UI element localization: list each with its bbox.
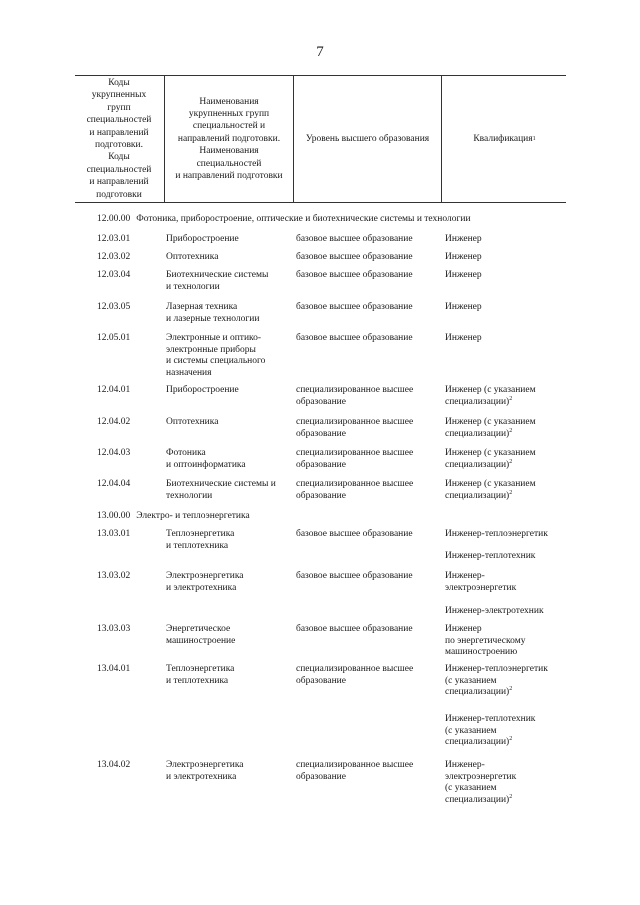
page-number: 7 — [316, 44, 324, 60]
row-name: Электронные и оптико- электронные приборы и системы специального назначения — [166, 333, 266, 378]
row-code: 12.03.01 — [97, 234, 131, 244]
row-qualification: Инженер — [445, 302, 482, 312]
row-qualification: Инженер — [445, 270, 482, 280]
footnote-mark: 2 — [509, 427, 513, 434]
row-code: 13.04.01 — [97, 664, 131, 674]
row-code: 12.04.03 — [97, 448, 131, 458]
row-name: Фотоника и оптоинформатика — [166, 448, 246, 470]
row-level: базовое высшее образование — [296, 571, 413, 581]
row-level: специализированное высшее образование — [296, 417, 414, 439]
row-name: Приборостроение — [166, 234, 239, 244]
row-qualification: Инженер-теплоэнергетик (с указанием специализации)$^2$ — [445, 664, 548, 698]
footnote-mark: 2 — [509, 686, 513, 693]
row-level: специализированное высшее образование — [296, 760, 414, 782]
row-qualification: Инженер-теплотехник (с указанием специализации)$^2$ — [445, 714, 536, 748]
row-qualification: Инженер — [445, 252, 482, 262]
row-code: 12.04.01 — [97, 385, 131, 395]
row-qualification: Инженер-электротехник — [445, 606, 544, 616]
footnote-mark: 2 — [509, 395, 513, 402]
row-level: базовое высшее образование — [296, 333, 413, 343]
row-name: Электроэнергетика и электротехника — [166, 571, 244, 593]
row-code: 12.04.04 — [97, 479, 131, 489]
row-code: 13.04.02 — [97, 760, 131, 770]
row-qualification: Инженер- электроэнергетик — [445, 571, 517, 593]
row-level: базовое высшее образование — [296, 624, 413, 634]
footnote-mark: 2 — [509, 489, 513, 496]
row-qualification: Инженер по энергетическому машиностроению — [445, 624, 526, 658]
row-name: Лазерная техника и лазерные технологии — [166, 302, 260, 324]
row-level: специализированное высшее образование — [296, 448, 414, 470]
header-codes: Коды укрупненных групп специальностей и направлений подготовки. Коды специальностей и направлений подготовки — [86, 77, 152, 200]
footnote-mark: 2 — [509, 736, 513, 743]
row-name: Оптотехника — [166, 252, 219, 262]
row-qualification: Инженер — [445, 234, 482, 244]
row-qualification: Инженер (с указанием специализации)$^2$ — [445, 448, 536, 470]
row-qualification: Инженер (с указанием специализации)$^2$ — [445, 479, 536, 501]
group-heading: 12.00.00 Фотоника, приборостроение, оптические и биотехнические системы и технологии — [97, 214, 471, 224]
row-level: базовое высшее образование — [296, 302, 413, 312]
header-names: Наименования укрупненных групп специальностей и направлений подготовки. Наименования специальностей и направлений подготовки — [164, 76, 293, 202]
row-level: базовое высшее образование — [296, 529, 413, 539]
table-header — [75, 75, 566, 203]
row-name: Теплоэнергетика и теплотехника — [166, 664, 235, 686]
row-code: 12.05.01 — [97, 333, 131, 343]
row-level: базовое высшее образование — [296, 270, 413, 280]
row-level: специализированное высшее образование — [296, 385, 414, 407]
row-code: 12.04.02 — [97, 417, 131, 427]
row-name: Теплоэнергетика и теплотехника — [166, 529, 235, 551]
row-level: специализированное высшее образование — [296, 664, 414, 686]
footnote-mark: 2 — [509, 458, 513, 465]
row-name: Биотехнические системы и технологии — [166, 479, 276, 501]
row-name: Приборостроение — [166, 385, 239, 395]
row-name: Электроэнергетика и электротехника — [166, 760, 244, 782]
row-code: 13.03.01 — [97, 529, 131, 539]
row-qualification: Инженер-теплотехник — [445, 551, 536, 561]
row-level: специализированное высшее образование — [296, 479, 414, 501]
row-level: базовое высшее образование — [296, 252, 413, 262]
row-name: Оптотехника — [166, 417, 219, 427]
row-name: Биотехнические системы и технологии — [166, 270, 269, 292]
row-qualification: Инженер- электроэнергетик (с указанием специализации)$^2$ — [445, 760, 517, 805]
row-name: Энергетическое машиностроение — [166, 624, 236, 646]
row-qualification: Инженер-теплоэнергетик — [445, 529, 548, 539]
footnote-mark: 2 — [509, 793, 513, 800]
header-qualification: Квалификация 1 — [441, 76, 567, 202]
row-code: 12.03.02 — [97, 252, 131, 262]
row-level: базовое высшее образование — [296, 234, 413, 244]
row-code: 13.03.03 — [97, 624, 131, 634]
row-qualification: Инженер (с указанием специализации)$^2$ — [445, 385, 536, 407]
row-code: 13.03.02 — [97, 571, 131, 581]
row-code: 12.03.04 — [97, 270, 131, 280]
header-level: Уровень высшего образования — [293, 76, 441, 202]
row-qualification: Инженер — [445, 333, 482, 343]
row-code: 12.03.05 — [97, 302, 131, 312]
row-qualification: Инженер (с указанием специализации)$^2$ — [445, 417, 536, 439]
group-heading: 13.00.00 Электро- и теплоэнергетика — [97, 511, 250, 521]
